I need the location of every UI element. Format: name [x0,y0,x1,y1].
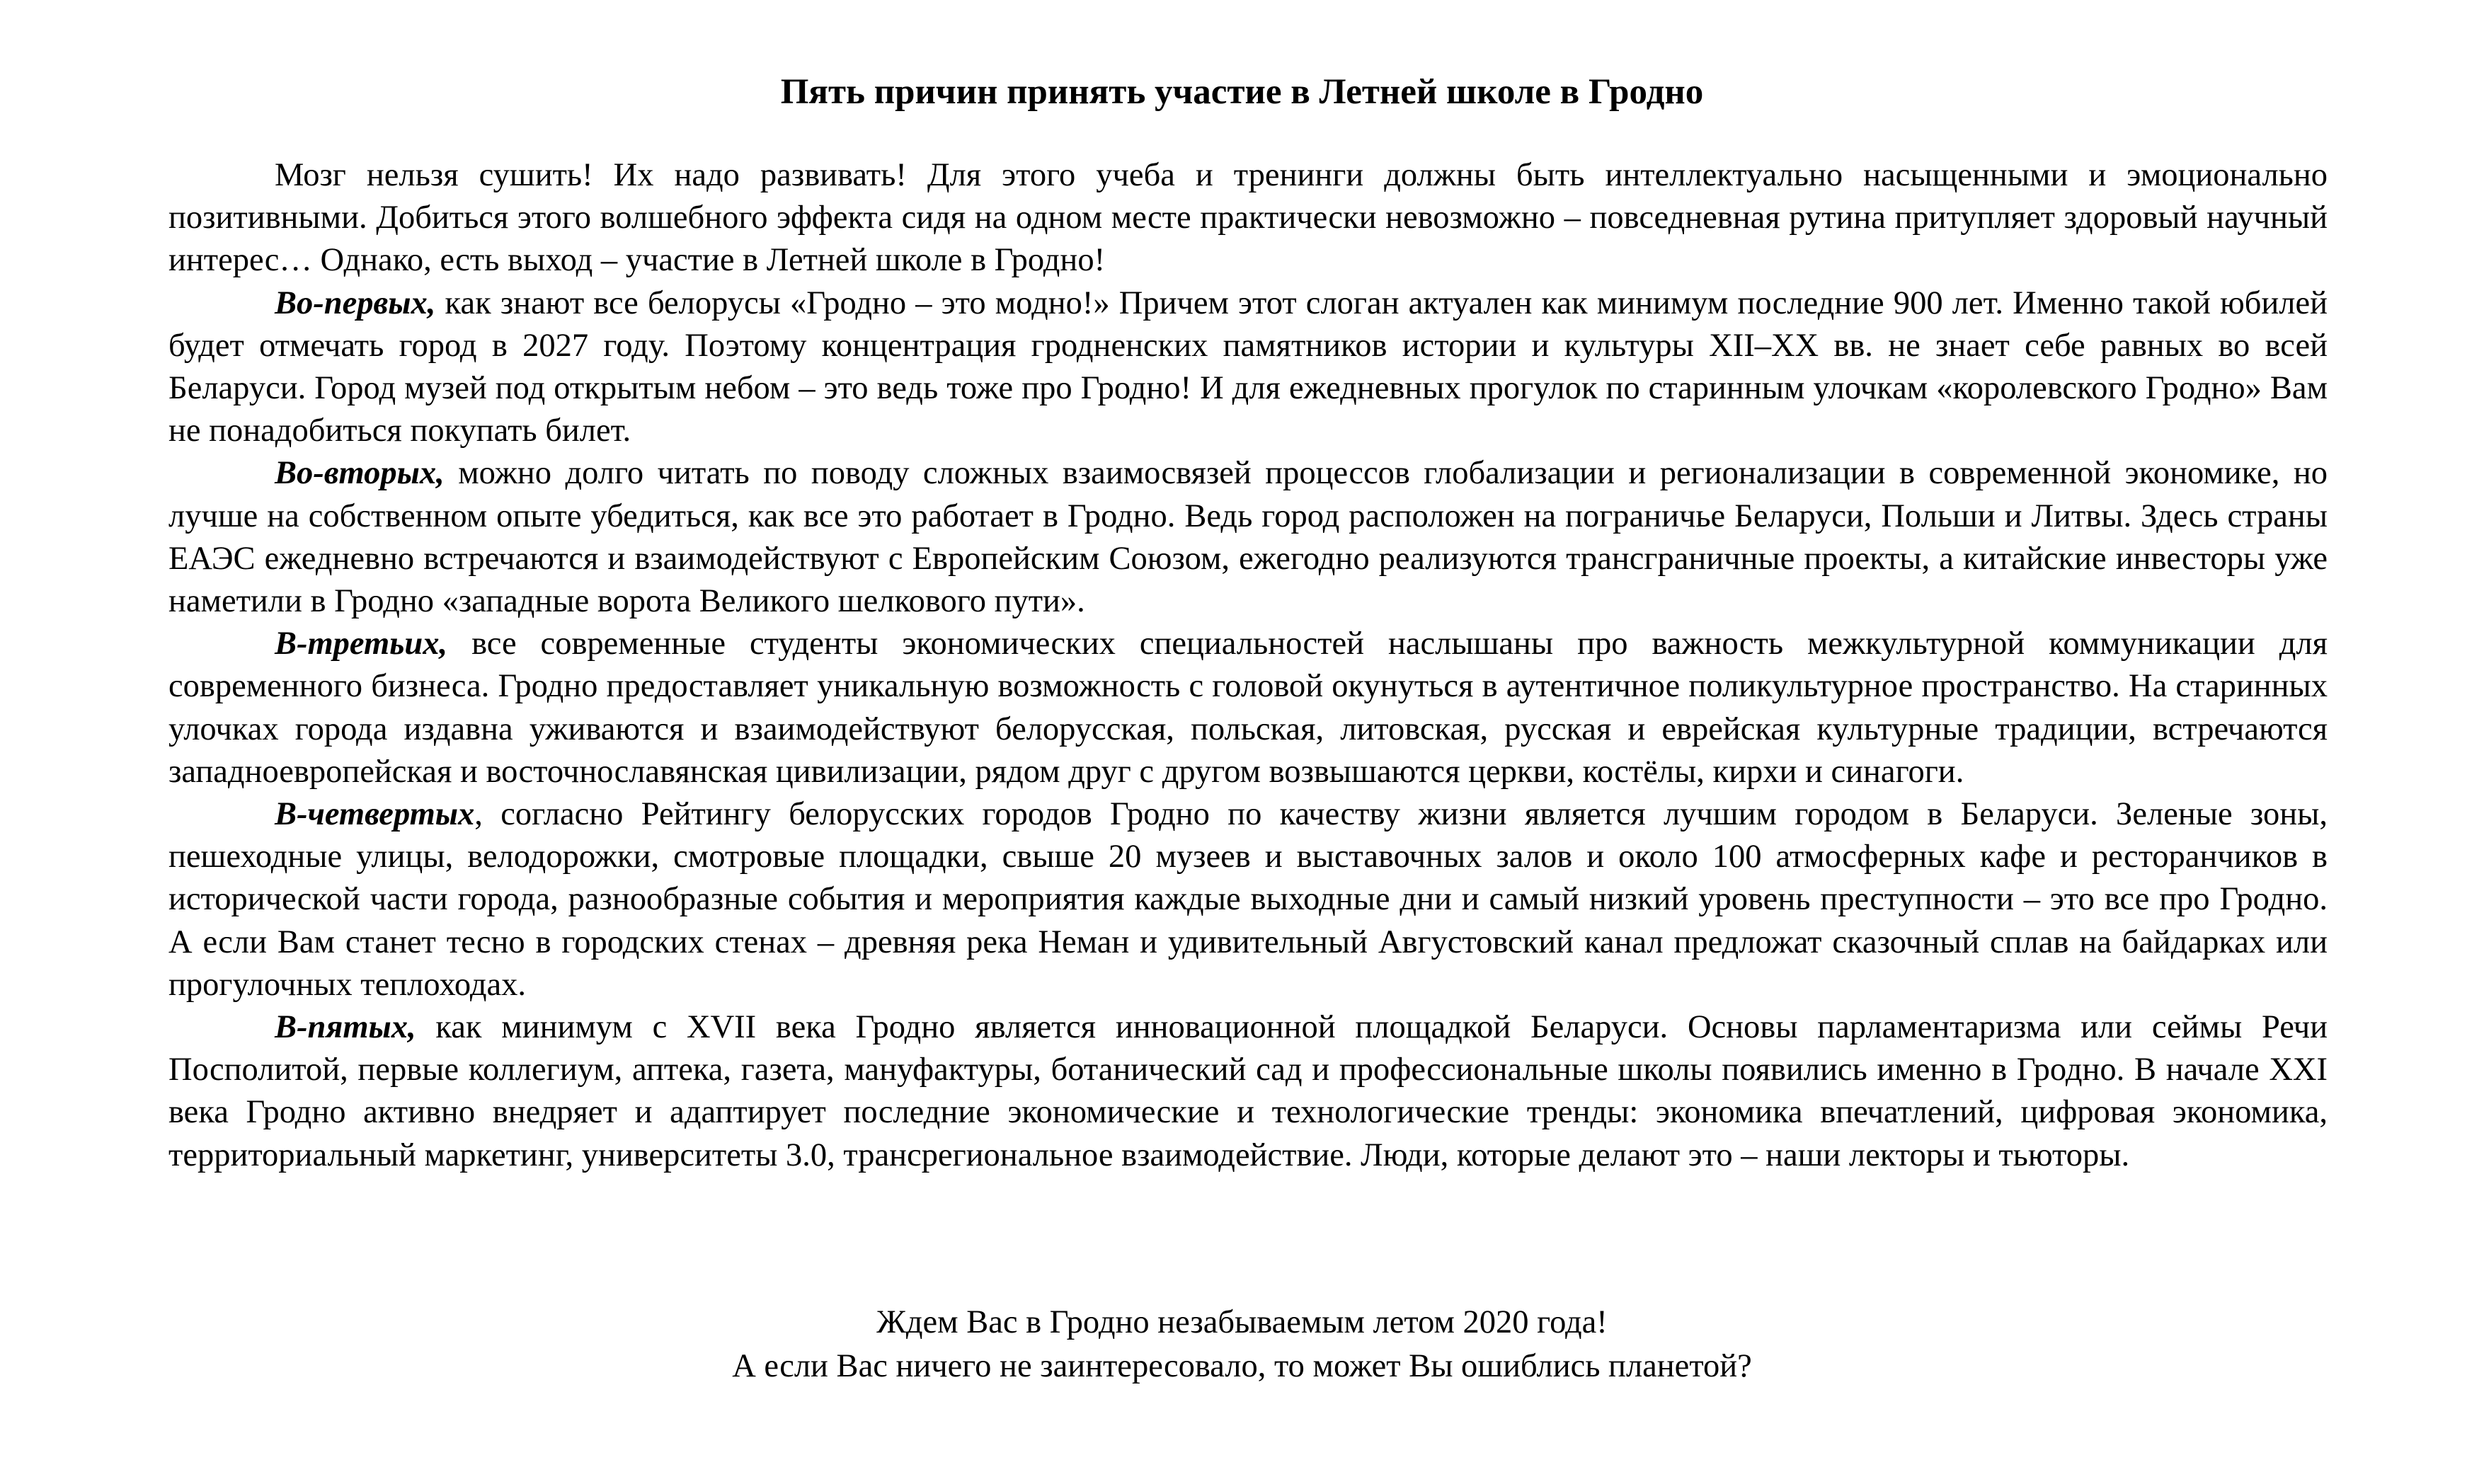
closing-line-1: Ждем Вас в Гродно незабываемым летом 2020 года! [876,1304,1608,1340]
page-title: Пять причин принять участие в Летней школе в Гродно [780,72,1704,112]
reason-lead-1: Во-первых, [275,284,436,321]
reason-paragraph-2 [168,452,2328,623]
reason-lead-2: Во-вторых, [275,455,445,492]
intro-paragraph: Мозг нельзя сушить! Их надо развивать! Для этого учеба и тренинги должны быть интеллектуально насыщенными и эмоционально позитивными. Добиться этого волшебного эффекта сидя на одном месте практически невозможно – повседневная рутина притупляет здоровый научный интерес… Однако, есть выход – участие в Летней школе в Гродно! [168,157,2328,279]
closing-block [0,1301,2484,1388]
reason-paragraph-3 [168,623,2328,793]
reason-lead-3: В-третьих, [275,626,448,662]
reason-lead-4: В-четвертых [275,796,475,833]
closing-line-2: А если Вас ничего не заинтересовало, то может Вы ошиблись планетой? [732,1348,1752,1384]
reason-text-4: , согласно Рейтингу белорусских городов Гродно по качеству жизни является лучшим городом в Беларуси. Зеленые зоны, пешеходные улицы, велодорожки, смотровые площадки, свыше 20 музеев и выставочных залов и около 100 атмосферных кафе и ресторанчиков в исторической части города, разнообразные события и мероприятия каждые выходные дни и самый низкий уровень преступности – это все про Гродно. А если Вам станет тесно в городских стенах – древняя река Неман и удивительный Августовский канал предложат сказочный сплав на байдарках или прогулочных теплоходах. [168,796,2328,1003]
reason-text-5: как минимум с XVII века Гродно является инновационной площадкой Беларуси. Основы парламентаризма или сеймы Речи Посполитой, первые коллегиум, аптека, газета, мануфактуры, ботанический сад и профессиональные школы появились именно в Гродно. В начале XXI века Гродно активно внедряет и адаптирует последние экономические и технологические тренды: экономика впечатлений, цифровая экономика, территориальный маркетинг, университеты 3.0, трансрегиональное взаимодействие. Люди, которые делают это – наши лекторы и тьюторы. [168,1009,2328,1173]
reason-paragraph-1 [168,282,2328,453]
reason-paragraph-5 [168,1006,2328,1177]
reason-text-1: как знают все белорусы «Гродно – это модно!» Причем этот слоган актуален как минимум последние 900 лет. Именно такой юбилей будет отмечать город в 2027 году. Поэтому концентрация гродненских памятников истории и культуры XII–XX вв. не знает себе равных во всей Беларуси. Город музей под открытым небом – это ведь тоже про Гродно! И для ежедневных прогулок по старинным улочкам «королевского Гродно» Вам не понадобиться покупать билет. [168,284,2328,449]
document-body [168,154,2328,1177]
reason-lead-5: В-пятых, [275,1009,416,1046]
reason-paragraph-4 [168,793,2328,1006]
reason-text-2: можно долго читать по поводу сложных взаимосвязей процессов глобализации и регионализации в современной экономике, но лучше на собственном опыте убедиться, как все это работает в Гродно. Ведь город расположен на пограничье Беларуси, Польши и Литвы. Здесь страны ЕАЭС ежедневно встречаются и взаимодействуют с Европейским Союзом, ежегодно реализуются трансграничные проекты, а китайские инвесторы уже наметили в Гродно «западные ворота Великого шелкового пути». [168,455,2328,620]
reason-text-3: все современные студенты экономических специальностей наслышаны про важность межкультурной коммуникации для современного бизнеса. Гродно предоставляет уникальную возможность с головой окунуться в аутентичное поликультурное пространство. На старинных улочках города издавна уживаются и взаимодействуют белорусская, польская, литовская, русская и еврейская культурные традиции, встречаются западноевропейская и восточнославянская цивилизации, рядом друг с другом возвышаются церкви, костёлы, кирхи и синагоги. [168,626,2328,790]
